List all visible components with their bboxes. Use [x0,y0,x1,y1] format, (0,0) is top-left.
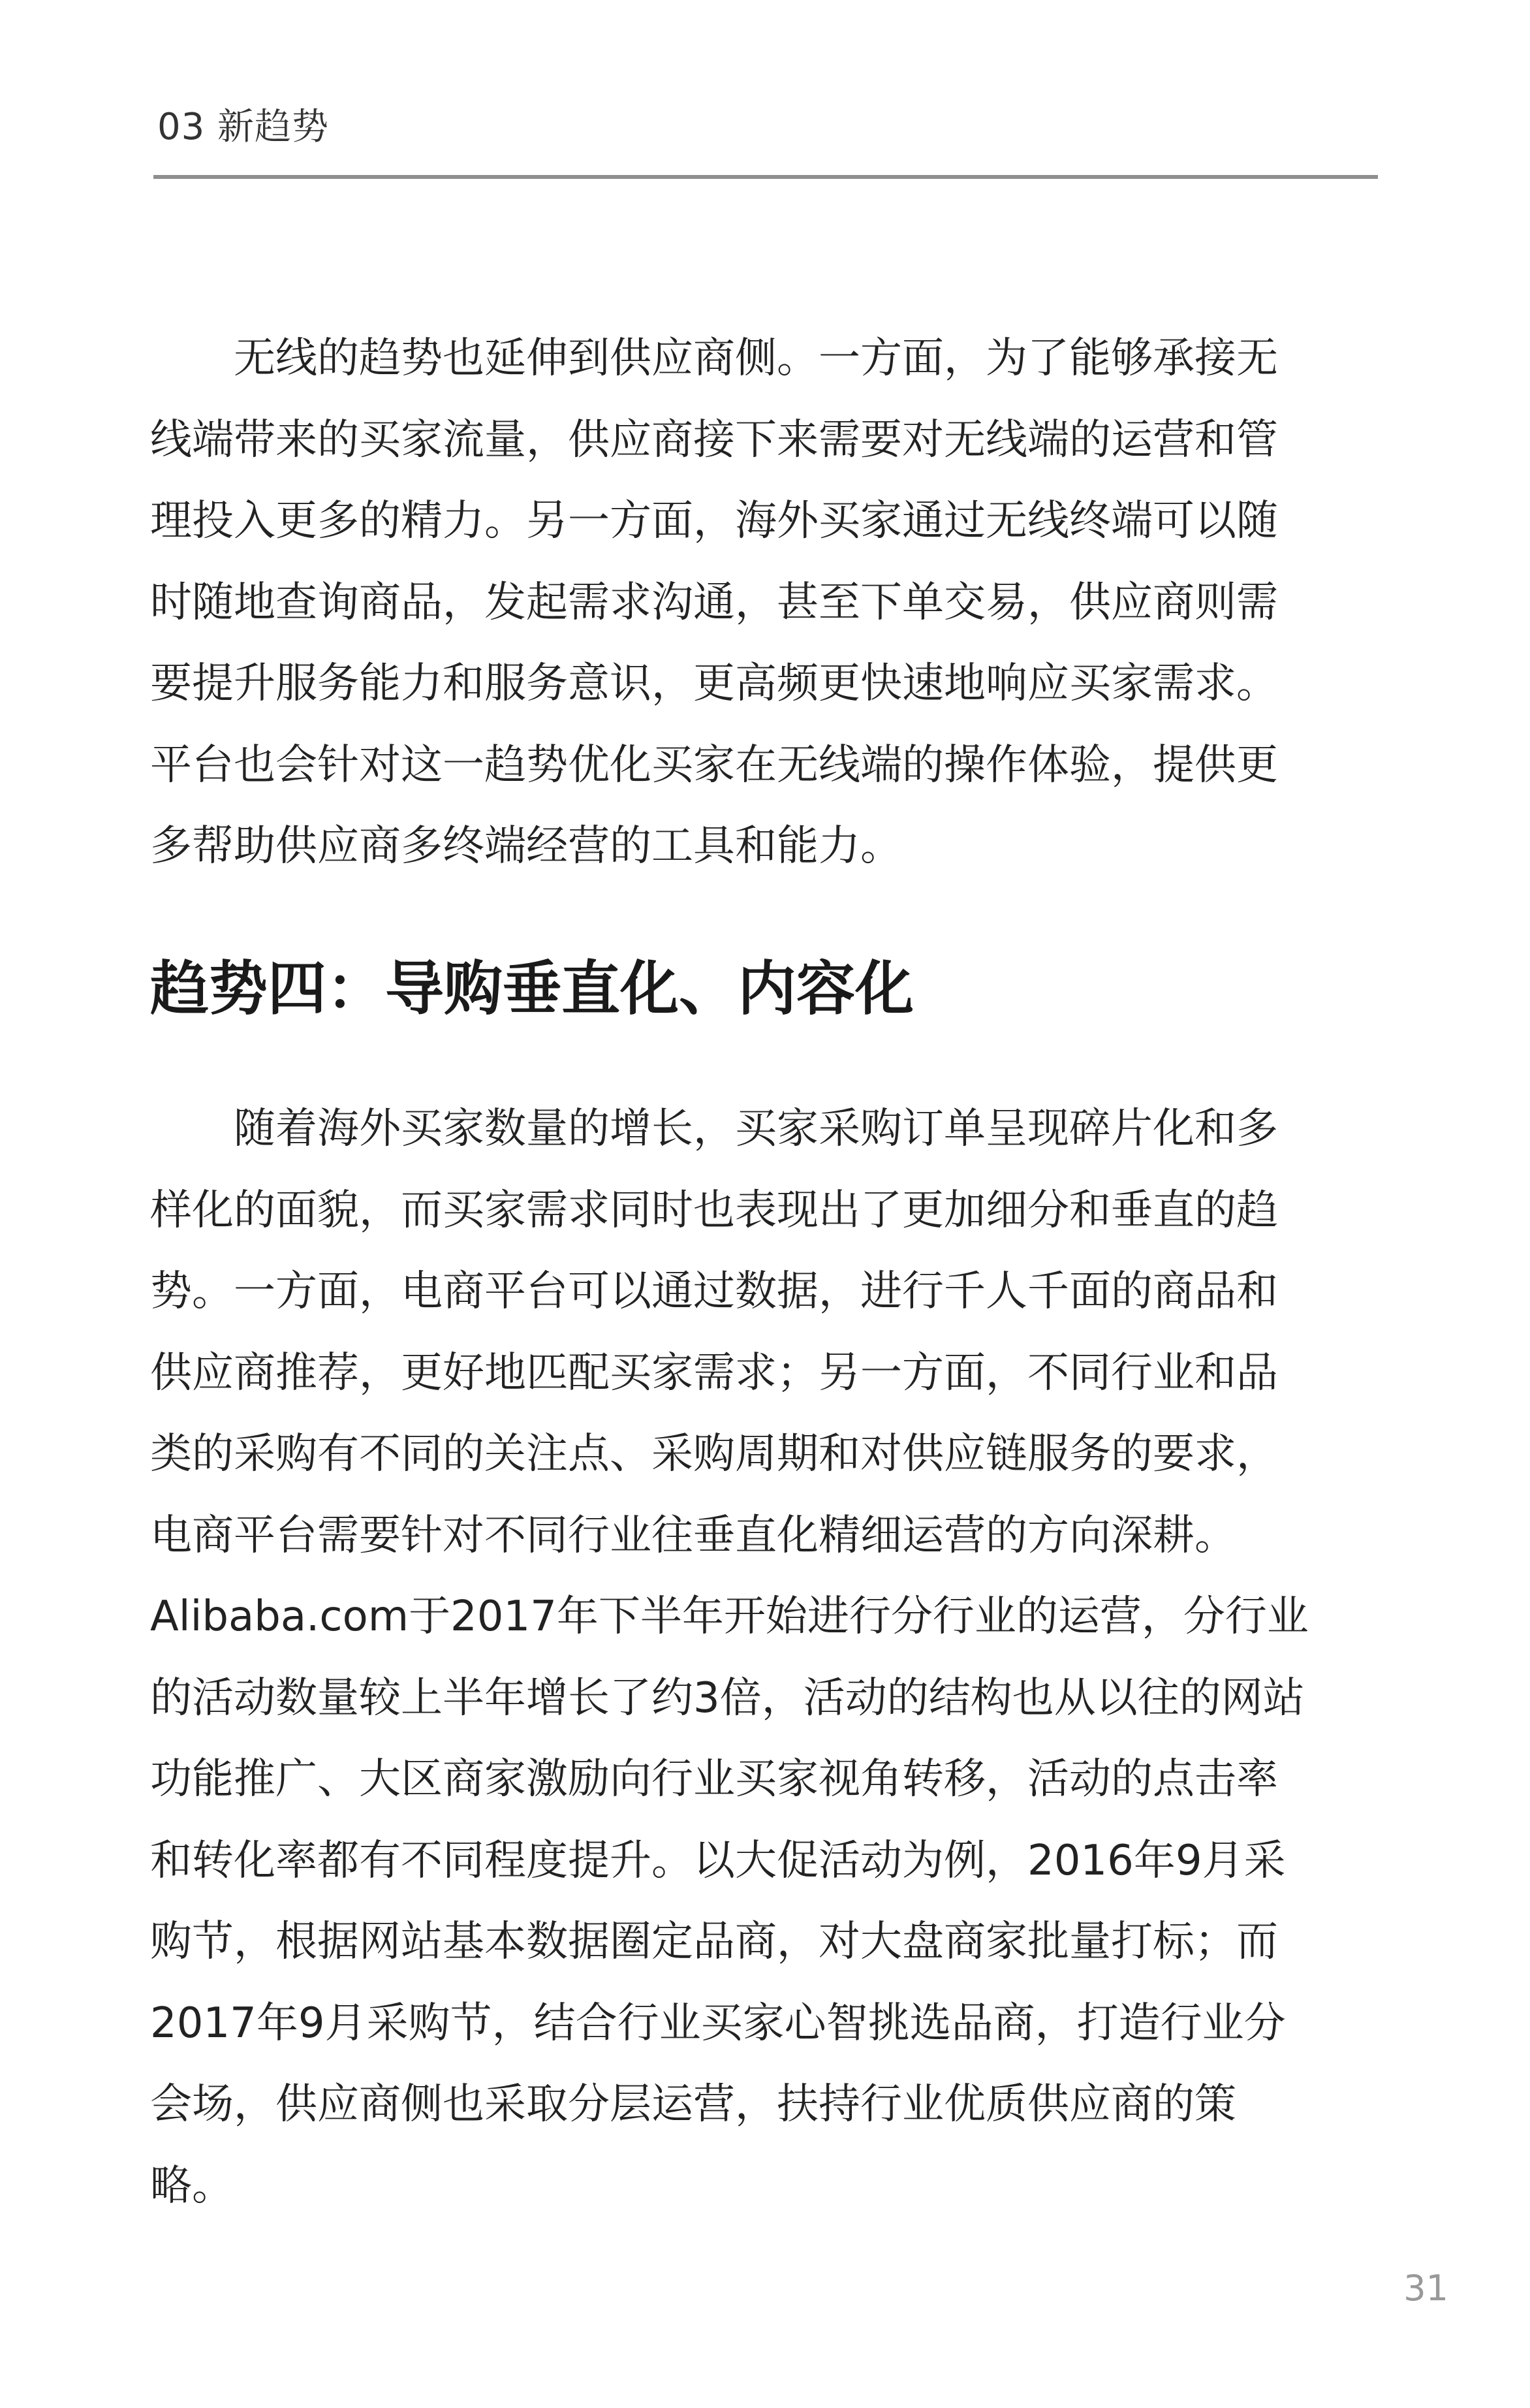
text-line: 的活动数量较上半年增长了约3倍，活动的结构也从以往的网站 [150,1673,1305,1722]
text-line: 会场，供应商侧也采取分层运营，扶持行业优质供应商的策 [150,2080,1236,2129]
text-line: 购节，根据网站基本数据圈定品商，对大盘商家批量打标；而 [150,1918,1278,1966]
body-paragraph-1 [150,318,1384,887]
text-line: 势。一方面，电商平台可以通过数据，进行千人千面的商品和 [150,1267,1278,1316]
text-line: 略。 [150,2161,234,2210]
text-line: 无线的趋势也延伸到供应商侧。一方面，为了能够承接无 [150,334,1278,383]
text-line: 要提升服务能力和服务意识，更高频更快速地响应买家需求。 [150,659,1278,708]
body-paragraph-2 [150,1088,1384,2226]
text-line: 类的采购有不同的关注点、采购周期和对供应链服务的要求， [150,1430,1278,1478]
text-line: 供应商推荐，更好地匹配买家需求；另一方面，不同行业和品 [150,1348,1278,1397]
page-number: 31 [1403,2268,1448,2309]
text-line: 时随地查询商品，发起需求沟通，甚至下单交易，供应商则需 [150,578,1278,627]
text-line: 平台也会针对这一趋势优化买家在无线端的操作体验，提供更 [150,740,1278,789]
text-line: 和转化率都有不同程度提升。以大促活动为例，2016年9月采 [150,1836,1286,1885]
text-line: Alibaba.com于2017年下半年开始进行分行业的运营，分行业 [150,1592,1309,1641]
text-line: 随着海外买家数量的增长，买家采购订单呈现碎片化和多 [150,1105,1278,1153]
page-header [153,98,1378,180]
text-line: 功能推广、大区商家激励向行业买家视角转移，活动的点击率 [150,1755,1278,1803]
text-line: 多帮助供应商多终端经营的工具和能力。 [150,822,902,870]
text-line: 样化的面貌，而买家需求同时也表现出了更加细分和垂直的趋 [150,1186,1278,1235]
text-line: 电商平台需要针对不同行业往垂直化精细运营的方向深耕。 [150,1511,1236,1560]
section-heading: 趋势四：导购垂直化、内容化 [150,955,914,1023]
text-line: 线端带来的买家流量，供应商接下来需要对无线端的运营和管 [150,415,1278,464]
text-line: 2017年9月采购节，结合行业买家心智挑选品商，打造行业分 [150,1999,1286,2048]
text-line: 理投入更多的精力。另一方面，海外买家通过无线终端可以随 [150,497,1278,545]
chapter-title: 03 新趋势 [157,106,330,148]
header-divider [153,175,1378,179]
